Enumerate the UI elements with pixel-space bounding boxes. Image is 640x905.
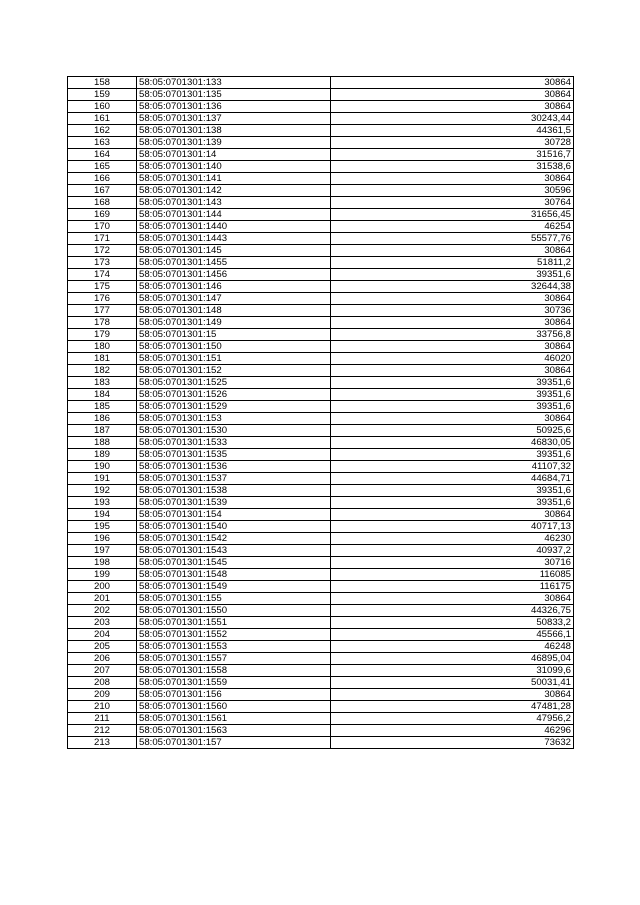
cadastral-number: 58:05:0701301:1550 — [137, 605, 331, 617]
cadastral-number: 58:05:0701301:146 — [137, 281, 331, 293]
table-row — [68, 197, 574, 209]
table-row — [68, 533, 574, 545]
row-number: 182 — [68, 365, 137, 377]
cadastral-value: 47956,2 — [331, 713, 574, 725]
cadastral-number: 58:05:0701301:1542 — [137, 533, 331, 545]
row-number: 172 — [68, 245, 137, 257]
cadastral-number: 58:05:0701301:1530 — [137, 425, 331, 437]
cadastral-value: 41107,32 — [331, 461, 574, 473]
table-row — [68, 449, 574, 461]
cadastral-value: 30864 — [331, 509, 574, 521]
table-row — [68, 569, 574, 581]
table-row — [68, 497, 574, 509]
table-row — [68, 557, 574, 569]
row-number: 184 — [68, 389, 137, 401]
cadastral-value: 39351,6 — [331, 497, 574, 509]
cadastral-number: 58:05:0701301:1551 — [137, 617, 331, 629]
cadastral-value: 30716 — [331, 557, 574, 569]
row-number: 174 — [68, 269, 137, 281]
row-number: 185 — [68, 401, 137, 413]
cadastral-number: 58:05:0701301:138 — [137, 125, 331, 137]
cadastral-value: 39351,6 — [331, 377, 574, 389]
row-number: 170 — [68, 221, 137, 233]
row-number: 198 — [68, 557, 137, 569]
table-row — [68, 605, 574, 617]
cadastral-value: 50031,41 — [331, 677, 574, 689]
row-number: 187 — [68, 425, 137, 437]
table-row — [68, 257, 574, 269]
table-row — [68, 365, 574, 377]
table-row — [68, 341, 574, 353]
row-number: 208 — [68, 677, 137, 689]
row-number: 169 — [68, 209, 137, 221]
table-row — [68, 689, 574, 701]
row-number: 159 — [68, 89, 137, 101]
table-row — [68, 401, 574, 413]
cadastral-value: 44326,75 — [331, 605, 574, 617]
cadastral-number: 58:05:0701301:1557 — [137, 653, 331, 665]
table-row — [68, 641, 574, 653]
table-row — [68, 113, 574, 125]
cadastral-value: 39351,6 — [331, 389, 574, 401]
row-number: 178 — [68, 317, 137, 329]
cadastral-value: 31516,7 — [331, 149, 574, 161]
cadastral-value: 31099,6 — [331, 665, 574, 677]
row-number: 210 — [68, 701, 137, 713]
row-number: 191 — [68, 473, 137, 485]
row-number: 190 — [68, 461, 137, 473]
cadastral-number: 58:05:0701301:142 — [137, 185, 331, 197]
row-number: 211 — [68, 713, 137, 725]
cadastral-value: 46020 — [331, 353, 574, 365]
row-number: 181 — [68, 353, 137, 365]
cadastral-value: 39351,6 — [331, 401, 574, 413]
row-number: 165 — [68, 161, 137, 173]
cadastral-number: 58:05:0701301:1537 — [137, 473, 331, 485]
cadastral-number: 58:05:0701301:1535 — [137, 449, 331, 461]
cadastral-value: 32644,38 — [331, 281, 574, 293]
cadastral-value: 30864 — [331, 173, 574, 185]
row-number: 207 — [68, 665, 137, 677]
table-row — [68, 101, 574, 113]
cadastral-number: 58:05:0701301:150 — [137, 341, 331, 353]
cadastral-number: 58:05:0701301:1526 — [137, 389, 331, 401]
table-row — [68, 665, 574, 677]
cadastral-number: 58:05:0701301:144 — [137, 209, 331, 221]
table-row — [68, 437, 574, 449]
row-number: 163 — [68, 137, 137, 149]
row-number: 175 — [68, 281, 137, 293]
cadastral-value: 30764 — [331, 197, 574, 209]
cadastral-number: 58:05:0701301:151 — [137, 353, 331, 365]
cadastral-value: 46296 — [331, 725, 574, 737]
row-number: 168 — [68, 197, 137, 209]
cadastral-number: 58:05:0701301:1543 — [137, 545, 331, 557]
row-number: 192 — [68, 485, 137, 497]
row-number: 173 — [68, 257, 137, 269]
cadastral-value: 50833,2 — [331, 617, 574, 629]
row-number: 177 — [68, 305, 137, 317]
table-row — [68, 629, 574, 641]
table-row — [68, 485, 574, 497]
table-row — [68, 233, 574, 245]
cadastral-value: 40717,13 — [331, 521, 574, 533]
row-number: 158 — [68, 77, 137, 89]
cadastral-value: 30864 — [331, 101, 574, 113]
table-row — [68, 149, 574, 161]
table-row — [68, 89, 574, 101]
table-row — [68, 473, 574, 485]
cadastral-value-table — [67, 76, 574, 749]
cadastral-number: 58:05:0701301:147 — [137, 293, 331, 305]
cadastral-value: 30728 — [331, 137, 574, 149]
cadastral-number: 58:05:0701301:143 — [137, 197, 331, 209]
cadastral-value: 30864 — [331, 365, 574, 377]
row-number: 202 — [68, 605, 137, 617]
row-number: 196 — [68, 533, 137, 545]
cadastral-value: 55577,76 — [331, 233, 574, 245]
cadastral-number: 58:05:0701301:1440 — [137, 221, 331, 233]
row-number: 193 — [68, 497, 137, 509]
row-number: 167 — [68, 185, 137, 197]
table-row — [68, 293, 574, 305]
table-row — [68, 173, 574, 185]
cadastral-number: 58:05:0701301:1553 — [137, 641, 331, 653]
row-number: 209 — [68, 689, 137, 701]
cadastral-value: 46254 — [331, 221, 574, 233]
table-row — [68, 137, 574, 149]
cadastral-number: 58:05:0701301:137 — [137, 113, 331, 125]
table-row — [68, 185, 574, 197]
cadastral-number: 58:05:0701301:157 — [137, 737, 331, 749]
cadastral-value: 45566,1 — [331, 629, 574, 641]
cadastral-value: 46830,05 — [331, 437, 574, 449]
cadastral-value: 30596 — [331, 185, 574, 197]
row-number: 200 — [68, 581, 137, 593]
cadastral-number: 58:05:0701301:155 — [137, 593, 331, 605]
table-row — [68, 353, 574, 365]
cadastral-number: 58:05:0701301:139 — [137, 137, 331, 149]
row-number: 180 — [68, 341, 137, 353]
cadastral-number: 58:05:0701301:1552 — [137, 629, 331, 641]
cadastral-value: 46230 — [331, 533, 574, 545]
cadastral-number: 58:05:0701301:1456 — [137, 269, 331, 281]
cadastral-value: 30864 — [331, 317, 574, 329]
table-row — [68, 389, 574, 401]
table-row — [68, 245, 574, 257]
cadastral-number: 58:05:0701301:1443 — [137, 233, 331, 245]
cadastral-number: 58:05:0701301:140 — [137, 161, 331, 173]
table-row — [68, 677, 574, 689]
row-number: 171 — [68, 233, 137, 245]
cadastral-value: 30736 — [331, 305, 574, 317]
cadastral-number: 58:05:0701301:145 — [137, 245, 331, 257]
cadastral-value: 30243,44 — [331, 113, 574, 125]
table-row — [68, 281, 574, 293]
row-number: 201 — [68, 593, 137, 605]
row-number: 160 — [68, 101, 137, 113]
table-row — [68, 209, 574, 221]
cadastral-value: 40937,2 — [331, 545, 574, 557]
table-body — [68, 77, 574, 749]
cadastral-value: 30864 — [331, 341, 574, 353]
row-number: 199 — [68, 569, 137, 581]
cadastral-value: 47481,28 — [331, 701, 574, 713]
row-number: 183 — [68, 377, 137, 389]
row-number: 197 — [68, 545, 137, 557]
cadastral-value: 46895,04 — [331, 653, 574, 665]
cadastral-number: 58:05:0701301:135 — [137, 89, 331, 101]
table-row — [68, 713, 574, 725]
cadastral-value: 50925,6 — [331, 425, 574, 437]
row-number: 194 — [68, 509, 137, 521]
cadastral-number: 58:05:0701301:152 — [137, 365, 331, 377]
cadastral-value: 44684,71 — [331, 473, 574, 485]
cadastral-number: 58:05:0701301:1563 — [137, 725, 331, 737]
row-number: 162 — [68, 125, 137, 137]
cadastral-number: 58:05:0701301:1558 — [137, 665, 331, 677]
cadastral-number: 58:05:0701301:1525 — [137, 377, 331, 389]
row-number: 204 — [68, 629, 137, 641]
row-number: 161 — [68, 113, 137, 125]
cadastral-value: 30864 — [331, 89, 574, 101]
cadastral-number: 58:05:0701301:153 — [137, 413, 331, 425]
cadastral-number: 58:05:0701301:148 — [137, 305, 331, 317]
cadastral-number: 58:05:0701301:1561 — [137, 713, 331, 725]
cadastral-number: 58:05:0701301:1559 — [137, 677, 331, 689]
table-row — [68, 317, 574, 329]
cadastral-value: 33756,8 — [331, 329, 574, 341]
cadastral-value: 116085 — [331, 569, 574, 581]
table-row — [68, 521, 574, 533]
cadastral-number: 58:05:0701301:136 — [137, 101, 331, 113]
row-number: 195 — [68, 521, 137, 533]
table-row — [68, 461, 574, 473]
cadastral-number: 58:05:0701301:141 — [137, 173, 331, 185]
row-number: 166 — [68, 173, 137, 185]
cadastral-value: 30864 — [331, 245, 574, 257]
table-row — [68, 545, 574, 557]
table-row — [68, 77, 574, 89]
cadastral-number: 58:05:0701301:15 — [137, 329, 331, 341]
row-number: 206 — [68, 653, 137, 665]
cadastral-value: 39351,6 — [331, 269, 574, 281]
cadastral-number: 58:05:0701301:1549 — [137, 581, 331, 593]
table-row — [68, 377, 574, 389]
row-number: 164 — [68, 149, 137, 161]
cadastral-value: 30864 — [331, 293, 574, 305]
cadastral-number: 58:05:0701301:1455 — [137, 257, 331, 269]
cadastral-value: 39351,6 — [331, 485, 574, 497]
table-row — [68, 725, 574, 737]
table-row — [68, 701, 574, 713]
table-row — [68, 305, 574, 317]
cadastral-number: 58:05:0701301:1533 — [137, 437, 331, 449]
row-number: 189 — [68, 449, 137, 461]
table-row — [68, 617, 574, 629]
cadastral-value: 73632 — [331, 737, 574, 749]
cadastral-value: 39351,6 — [331, 449, 574, 461]
cadastral-number: 58:05:0701301:1536 — [137, 461, 331, 473]
cadastral-number: 58:05:0701301:14 — [137, 149, 331, 161]
row-number: 179 — [68, 329, 137, 341]
row-number: 212 — [68, 725, 137, 737]
row-number: 203 — [68, 617, 137, 629]
cadastral-value: 46248 — [331, 641, 574, 653]
cadastral-value: 31538,6 — [331, 161, 574, 173]
cadastral-value: 30864 — [331, 689, 574, 701]
cadastral-number: 58:05:0701301:1545 — [137, 557, 331, 569]
cadastral-number: 58:05:0701301:156 — [137, 689, 331, 701]
table-row — [68, 737, 574, 749]
cadastral-value: 31656,45 — [331, 209, 574, 221]
cadastral-number: 58:05:0701301:133 — [137, 77, 331, 89]
cadastral-value: 30864 — [331, 413, 574, 425]
cadastral-number: 58:05:0701301:1548 — [137, 569, 331, 581]
cadastral-value: 116175 — [331, 581, 574, 593]
table-row — [68, 509, 574, 521]
row-number: 186 — [68, 413, 137, 425]
row-number: 213 — [68, 737, 137, 749]
row-number: 176 — [68, 293, 137, 305]
cadastral-value: 30864 — [331, 593, 574, 605]
cadastral-number: 58:05:0701301:1539 — [137, 497, 331, 509]
cadastral-value: 51811,2 — [331, 257, 574, 269]
table-row — [68, 269, 574, 281]
table-row — [68, 425, 574, 437]
cadastral-number: 58:05:0701301:1560 — [137, 701, 331, 713]
cadastral-number: 58:05:0701301:149 — [137, 317, 331, 329]
row-number: 188 — [68, 437, 137, 449]
cadastral-number: 58:05:0701301:1529 — [137, 401, 331, 413]
cadastral-value: 44361,5 — [331, 125, 574, 137]
table-row — [68, 581, 574, 593]
table-row — [68, 161, 574, 173]
table-row — [68, 329, 574, 341]
table-row — [68, 593, 574, 605]
table-row — [68, 653, 574, 665]
cadastral-number: 58:05:0701301:1540 — [137, 521, 331, 533]
table-row — [68, 125, 574, 137]
table-row — [68, 221, 574, 233]
cadastral-value: 30864 — [331, 77, 574, 89]
row-number: 205 — [68, 641, 137, 653]
cadastral-number: 58:05:0701301:154 — [137, 509, 331, 521]
cadastral-number: 58:05:0701301:1538 — [137, 485, 331, 497]
table-row — [68, 413, 574, 425]
